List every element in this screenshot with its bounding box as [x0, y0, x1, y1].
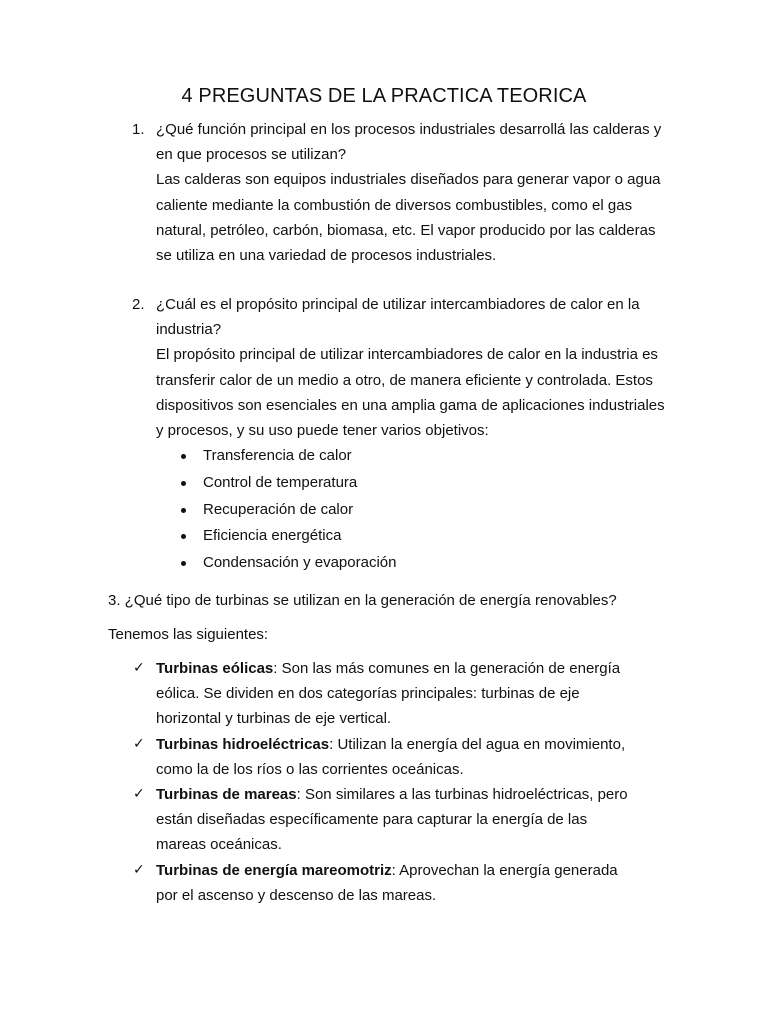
turbine-description: : Aprovechan la energía generada por el ascenso y descenso de las mareas.: [156, 861, 618, 904]
list-item: [0, 497, 768, 524]
turbine-term: Turbinas de energía mareomotriz: [156, 861, 392, 879]
list-item: [0, 443, 768, 470]
list-item-text: Eficiencia energética: [203, 527, 342, 545]
turbine-types-list: [0, 656, 768, 908]
turbine-term: Turbinas de mareas: [156, 786, 297, 804]
bullet-dot-icon: [181, 454, 186, 459]
check-icon: ✓: [133, 735, 145, 752]
question-1-text: ¿Qué función principal en los procesos industriales desarrollá las calderas y en que procesos se utilizan?: [156, 121, 662, 164]
list-item: [0, 470, 768, 497]
list-item: [0, 550, 768, 577]
list-item-text: Control de temperatura: [203, 473, 358, 491]
turbine-description: : Utilizan la energía del agua en movimiento, como la de los ríos o las corrientes oceánicas.: [156, 735, 626, 778]
check-icon: ✓: [133, 786, 145, 803]
heat-exchanger-objectives-list: [0, 443, 768, 577]
list-item-text: Condensación y evaporación: [203, 554, 397, 572]
question-3-text: 3. ¿Qué tipo de turbinas se utilizan en la generación de energía renovables?: [108, 592, 617, 609]
check-icon: ✓: [133, 660, 145, 676]
question-2-number: 2.: [132, 296, 145, 313]
question-2-answer: El propósito principal de utilizar intercambiadores de calor en la industria es transferir calor de un medio a otro, de manera eficiente y controlada. Estos dispositivos son esenciales en una amplia gama de aplicaciones industriales y procesos, y su uso puede tener varios objetivos:: [156, 346, 665, 440]
turbine-term: Turbinas eólicas: [156, 660, 274, 677]
question-1-answer: Las calderas son equipos industriales diseñados para generar vapor o agua caliente mediante la combustión de diversos combustibles, como el gas natural, petróleo, carbón, biomasa, etc. El vapor producido por las calderas se utiliza en una variedad de procesos industriales.: [156, 171, 661, 265]
turbine-description: : Son similares a las turbinas hidroeléctricas, pero están diseñadas específicamente para capturar la energía de las mareas oceánicas.: [156, 786, 628, 854]
turbine-description: : Son las más comunes en la generación de energía eólica. Se dividen en dos categorías principales: turbinas de eje horizontal y turbinas de eje vertical.: [156, 660, 621, 728]
question-1-content: [156, 117, 666, 268]
turbine-term: Turbinas hidroeléctricas: [156, 735, 330, 753]
list-item: [0, 523, 768, 550]
list-item: [0, 782, 641, 858]
question-3-intro: Tenemos las siguientes:: [108, 626, 269, 643]
bullet-dot-icon: [181, 508, 186, 513]
question-2-content: [156, 292, 666, 443]
list-item: [0, 858, 641, 908]
bullet-dot-icon: [181, 534, 186, 539]
check-icon: ✓: [133, 861, 145, 878]
list-item: [0, 656, 641, 732]
question-1-number: 1.: [132, 121, 145, 138]
page-title: 4 PREGUNTAS DE LA PRACTICA TEORICA: [181, 85, 587, 107]
list-item: [0, 732, 641, 782]
list-item-text: Transferencia de calor: [203, 447, 352, 464]
question-2-text: ¿Cuál es el propósito principal de utilizar intercambiadores de calor en la industria?: [156, 296, 640, 339]
list-item-text: Recuperación de calor: [203, 500, 354, 518]
bullet-dot-icon: [181, 481, 186, 486]
bullet-dot-icon: [181, 561, 186, 566]
